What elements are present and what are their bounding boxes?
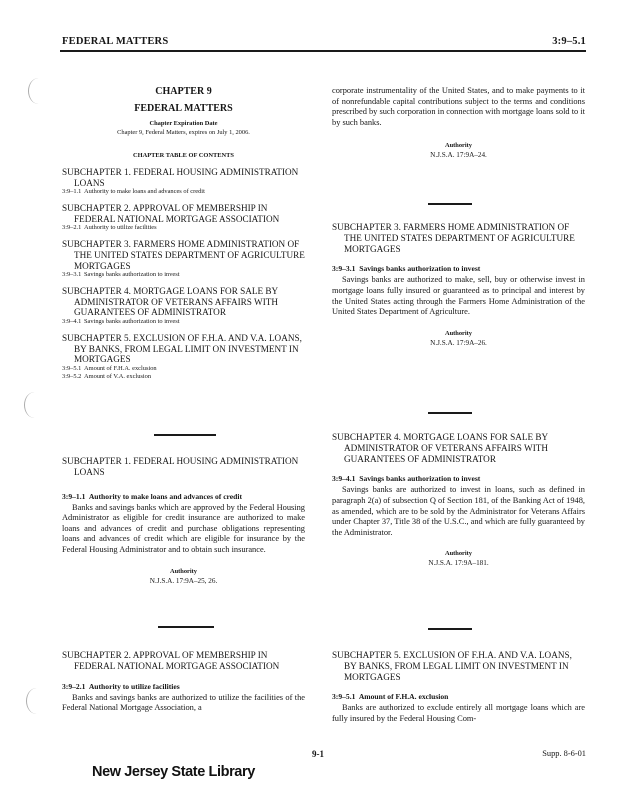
separator-rule xyxy=(154,434,216,436)
toc-subchapter-heading: SUBCHAPTER 5. EXCLUSION OF F.H.A. AND V.A. LOANS, BY BANKS, FROM LEGAL LIMIT ON INVESTMENT IN MORTGAGES xyxy=(62,332,302,365)
toc-entry xyxy=(62,239,305,279)
subchapter-4 xyxy=(332,432,585,567)
punch-hole-mark xyxy=(24,392,45,418)
section-heading: 3:9–3.1 Savings banks authorization to invest xyxy=(332,264,481,274)
toc-entry xyxy=(62,286,305,326)
table-of-contents xyxy=(62,167,305,381)
supplement-date: Supp. 8-6-01 xyxy=(542,749,586,758)
section-text: Banks are authorized to exclude entirely all mortgage loans which are fully insured by the Federal Housing Com- xyxy=(332,703,585,723)
section-text: Savings banks are authorized to invest in loans, such as defined in paragraph 2(a) of subsection Q of Section 181, of the Banking Act of 1948, as amended, which are to be sold by the Administrator for Veterans Affairs under Chapter 37, Title 38 of the U.S.C., and which are fully guaranteed by the Administrator. xyxy=(332,485,585,537)
running-header-title: FEDERAL MATTERS xyxy=(62,36,169,47)
toc-entry xyxy=(62,333,305,381)
toc-subchapter-heading: SUBCHAPTER 1. FEDERAL HOUSING ADMINISTRATION LOANS xyxy=(62,167,299,188)
chapter-name: FEDERAL MATTERS xyxy=(134,103,233,114)
expiration-note: Chapter 9, Federal Matters, expires on July 1, 2006. xyxy=(117,129,250,136)
authority-label: Authority xyxy=(445,550,472,558)
toc-entry xyxy=(62,167,305,196)
page-number: 9-1 xyxy=(312,749,324,759)
section-text: Banks and savings banks which are approved by the Federal Housing Administrator as eligible for credit insurance are authorized to make loans and advances of credit and purchase obligations representing loans and advances of credit which are eligible for insurance by the Federal Housing Administrator and to obtain such insurance. xyxy=(62,502,305,554)
separator-rule xyxy=(428,412,472,414)
separator-rule xyxy=(428,203,472,205)
toc-section: 3:9–1.1 Authority to make loans and advances of credit xyxy=(62,188,205,196)
subchapter-1 xyxy=(62,456,305,585)
toc-section: 3:9–4.1 Savings banks authorization to invest xyxy=(62,317,180,325)
toc-subchapter-heading: SUBCHAPTER 3. FARMERS HOME ADMINISTRATION OF THE UNITED STATES DEPARTMENT OF AGRICULTURE MORTGAGES xyxy=(62,239,305,271)
separator-rule xyxy=(158,626,214,628)
subchapter-2 xyxy=(62,650,305,714)
authority-citation: N.J.S.A. 17:9A–24. xyxy=(430,151,487,160)
authority-label: Authority xyxy=(445,142,472,150)
subchapter-5 xyxy=(332,650,585,725)
toc-section: 3:9–3.1 Savings banks authorization to invest xyxy=(62,271,180,279)
separator-rule xyxy=(428,628,472,630)
toc-title: CHAPTER TABLE OF CONTENTS xyxy=(133,152,234,159)
toc-subchapter-heading: SUBCHAPTER 4. MORTGAGE LOANS FOR SALE BY ADMINISTRATOR OF VETERANS AFFAIRS WITH GUARANTEES OF ADMINISTRATOR xyxy=(62,286,279,318)
authority-citation: N.J.S.A. 17:9A–25, 26. xyxy=(149,576,218,585)
section-text: Savings banks are authorized to make, sell, buy or otherwise invest in mortgage loans fully insured or guaranteed as to principal and interest by the United States acting through the Farmers Home Administration of the United States Department of Agriculture. xyxy=(332,275,585,317)
chapter-title: CHAPTER 9 xyxy=(155,86,212,97)
library-stamp: New Jersey State Library xyxy=(92,764,255,780)
subchapter-heading: SUBCHAPTER 1. FEDERAL HOUSING ADMINISTRATION LOANS xyxy=(62,456,299,477)
header-rule xyxy=(60,50,586,52)
left-column xyxy=(62,86,305,381)
section-heading: 3:9–1.1 Authority to make loans and advances of credit xyxy=(62,491,243,501)
toc-subchapter-heading: SUBCHAPTER 2. APPROVAL OF MEMBERSHIP IN FEDERAL NATIONAL MORTGAGE ASSOCIATION xyxy=(62,203,280,224)
running-header-section: 3:9–5.1 xyxy=(552,36,586,47)
punch-hole-mark xyxy=(28,78,49,104)
subchapter-heading: SUBCHAPTER 3. FARMERS HOME ADMINISTRATION OF THE UNITED STATES DEPARTMENT OF AGRICULTURE MORTGAGES xyxy=(332,222,575,254)
expiration-label: Chapter Expiration Date xyxy=(149,120,218,127)
authority-label: Authority xyxy=(445,329,472,337)
section-text: Banks and savings banks are authorized to utilize the facilities of the Federal National Mortgage Association, a xyxy=(62,692,305,713)
authority-label: Authority xyxy=(170,567,197,575)
section-heading: 3:9–4.1 Savings banks authorization to invest xyxy=(332,474,481,484)
punch-hole-mark xyxy=(26,688,47,714)
subchapter-heading: SUBCHAPTER 4. MORTGAGE LOANS FOR SALE BY ADMINISTRATOR OF VETERANS AFFAIRS WITH GUARANTEES OF ADMINISTRATOR xyxy=(332,432,549,464)
right-column xyxy=(332,86,585,159)
toc-section: 3:9–2.1 Authority to utilize facilities xyxy=(62,224,157,232)
subchapter-3 xyxy=(332,222,585,347)
section-heading: 3:9–2.1 Authority to utilize facilities xyxy=(62,681,180,691)
toc-entry xyxy=(62,203,305,232)
subchapter-heading: SUBCHAPTER 2. APPROVAL OF MEMBERSHIP IN FEDERAL NATIONAL MORTGAGE ASSOCIATION xyxy=(62,650,280,671)
section-heading: 3:9–5.1 Amount of F.H.A. exclusion xyxy=(332,692,449,702)
toc-section: 3:9–5.2 Amount of V.A. exclusion xyxy=(62,372,152,380)
authority-citation: N.J.S.A. 17:9A–181. xyxy=(428,559,489,568)
continued-text: corporate instrumentality of the United States, and to make payments to it of nonrefundable capital contributions subject to the terms and conditions prescribed by such corporation in connection with mortgage loans sold to it by such banks. xyxy=(332,86,585,127)
authority-citation: N.J.S.A. 17:9A–26. xyxy=(430,338,487,347)
subchapter-heading: SUBCHAPTER 5. EXCLUSION OF F.H.A. AND V.A. LOANS, BY BANKS, FROM LEGAL LIMIT ON INVESTMENT IN MORTGAGES xyxy=(332,650,572,682)
toc-section: 3:9–5.1 Amount of F.H.A. exclusion xyxy=(62,364,157,372)
